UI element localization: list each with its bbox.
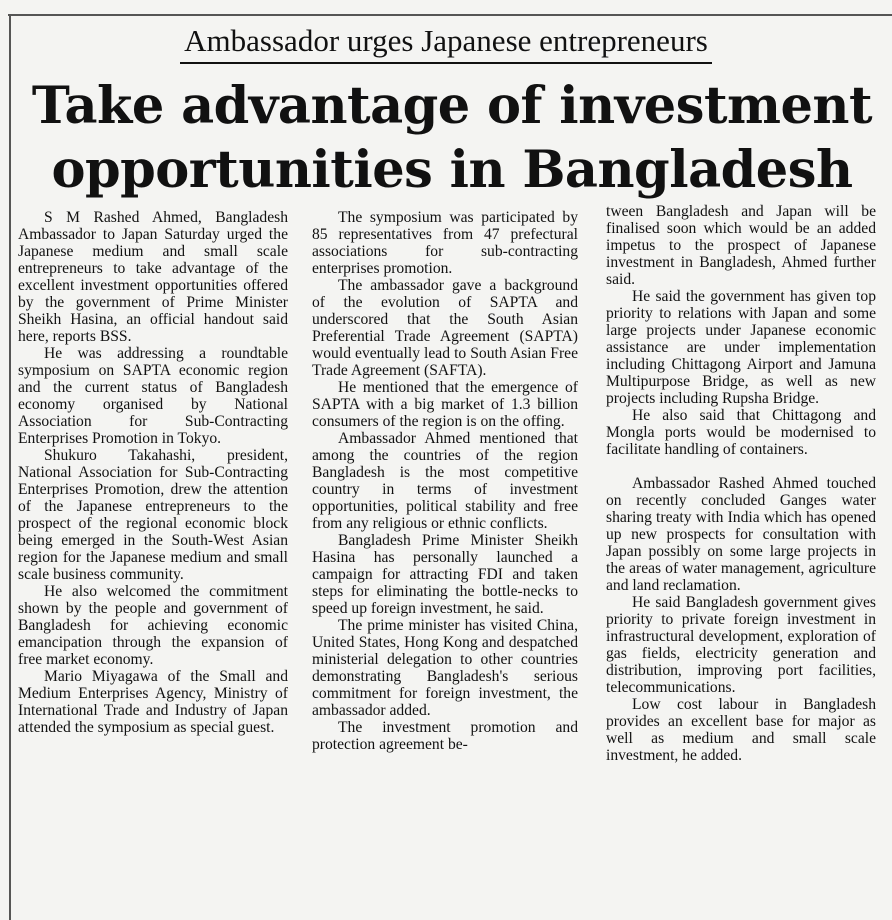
paragraph-continued: tween Bangladesh and Japan will be finalised soon which would be an added impetus to the prospect of Japanese investment in Bangladesh, Ahmed further said.: [606, 203, 876, 288]
paragraph: Shukuro Takahashi, president, National Association for Sub-Contracting Enterprises Promotion, drew the attention of the Japanese entrepreneurs to the prospect of the regional economic block being emerged in the South-West Asian region for the Japanese medium and small scale business community.: [18, 447, 288, 583]
paragraph: Ambassador Ahmed mentioned that among the countries of the region Bangladesh is the most competitive country in terms of investment opportunities, political stability and free from any religious or ethnic conflicts.: [312, 430, 578, 532]
paragraph: Mario Miyagawa of the Small and Medium Enterprises Agency, Ministry of International Trade and Industry of Japan attended the symposium as special guest.: [18, 668, 288, 736]
paragraph: The investment promotion and protection agreement be-: [312, 719, 578, 753]
top-border-rule: [8, 14, 892, 16]
paragraph: The prime minister has visited China, United States, Hong Kong and despatched ministerial delegation to other countries demonstrating Bangladesh's serious commitment for foreign investment, the ambassador added.: [312, 617, 578, 719]
headline-line-1: Take advantage of investment: [31, 76, 873, 136]
kicker-headline: Ambassador urges Japanese entrepreneurs: [180, 22, 712, 64]
paragraph: The ambassador gave a background of the evolution of SAPTA and underscored that the South Asian Preferential Trade Agreement (SAPTA) would eventually lead to South Asian Free Trade Agreement (SAFTA).: [312, 277, 578, 379]
paragraph: He was addressing a roundtable symposium on SAPTA economic region and the current status of Bangladesh economy organised by National Association for Sub-Contracting Enterprises Promotion in Tokyo.: [18, 345, 288, 447]
paragraph: He said Bangladesh government gives priority to private foreign investment in infrastructural development, exploration of gas fields, electricity generation and distribution, improving port facilities, telecommunications.: [606, 594, 876, 696]
left-border-rule: [9, 14, 11, 920]
paragraph: Ambassador Rashed Ahmed touched on recently concluded Ganges water sharing treaty with India which has opened up new prospects for consultation with Japan possibly on some large projects in the areas of water management, agriculture and land reclamation.: [606, 475, 876, 594]
article-column-1: [18, 209, 288, 920]
paragraph: Bangladesh Prime Minister Sheikh Hasina has personally launched a campaign for attracting FDI and taken steps for eliminating the bottle-necks to speed up foreign investment, he said.: [312, 532, 578, 617]
paragraph: He also said that Chittagong and Mongla ports would be modernised to facilitate handling of containers.: [606, 407, 876, 458]
paragraph: He also welcomed the commitment shown by the people and government of Bangladesh for achieving economic emancipation through the expansion of free market economy.: [18, 583, 288, 668]
paragraph: S M Rashed Ahmed, Bangladesh Ambassador to Japan Saturday urged the Japanese medium and small scale entrepreneurs to take advantage of the excellent investment opportunities offered by the government of Prime Minister Sheikh Hasina, an official handout said here, reports BSS.: [18, 209, 288, 345]
article-column-3: [606, 203, 876, 920]
paragraph: The symposium was participated by 85 representatives from 47 prefectural associations for sub-contracting enterprises promotion.: [312, 209, 578, 277]
paragraph: Low cost labour in Bangladesh provides an excellent base for major as well as medium and small scale investment, he added.: [606, 696, 876, 764]
kicker-container: [0, 22, 892, 64]
paragraph: He mentioned that the emergence of SAPTA with a big market of 1.3 billion consumers of the region is on the offing.: [312, 379, 578, 430]
paragraph: He said the government has given top priority to relations with Japan and some large projects under Japanese economic assistance are under implementation including Chittagong Airport and Jamuna Multipurpose Bridge, as well as new projects including Rupsha Bridge.: [606, 288, 876, 407]
headline-line-2: opportunities in Bangladesh: [51, 140, 853, 200]
main-headline: [12, 74, 892, 202]
article-column-2: [312, 209, 578, 920]
